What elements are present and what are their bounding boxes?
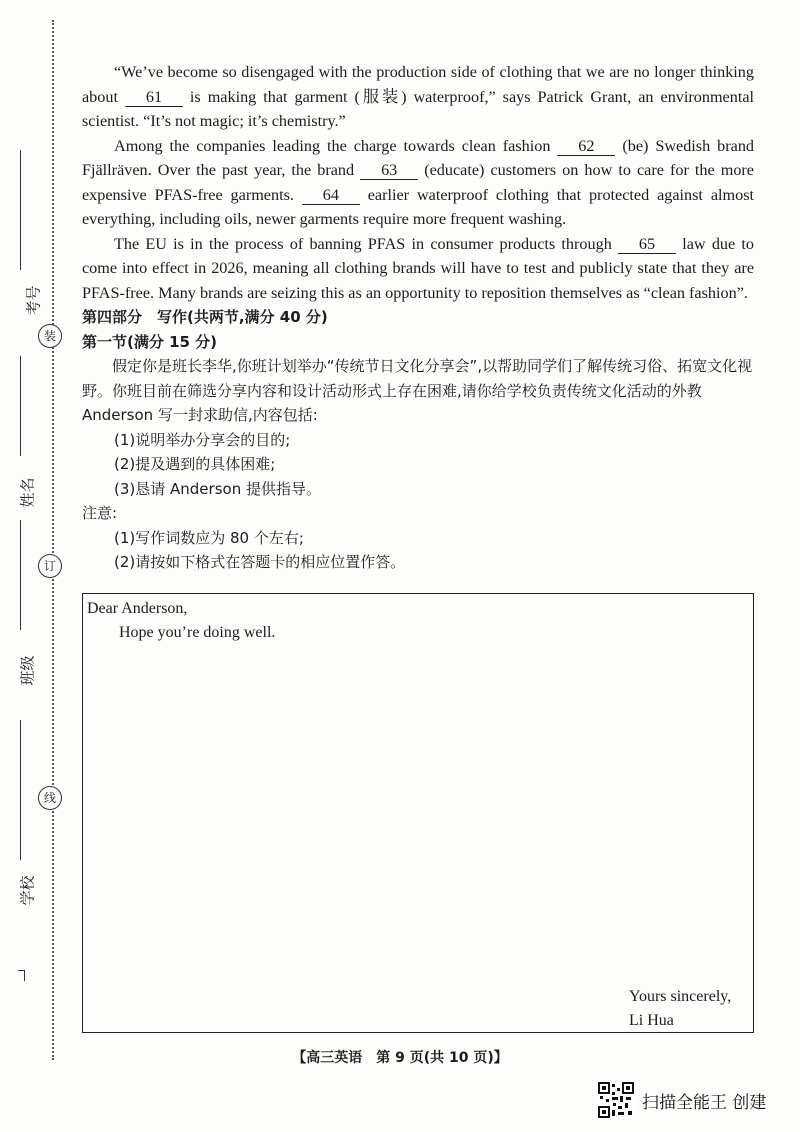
note-label: 注意: <box>82 504 118 522</box>
section-title: 第一节(满分 15 分) <box>82 332 218 351</box>
prompt-point-1: (1)说明举办分享会的目的; <box>114 430 291 449</box>
prompt-point-3: (3)恳请 Anderson 提供指导。 <box>114 479 321 498</box>
part-title: 第四部分 写作(共两节,满分 40 分) <box>82 308 328 326</box>
scanner-watermark <box>598 1080 766 1120</box>
exam-no-field <box>20 150 21 270</box>
school-field <box>20 720 21 860</box>
blank-63[interactable]: 63 <box>360 161 418 180</box>
paragraph-text: (be) Swedish brand Fjällräven. Over the past year, the brand <box>82 136 755 179</box>
name-field <box>20 356 21 456</box>
blank-64[interactable]: 64 <box>302 186 360 205</box>
blank-62[interactable]: 62 <box>557 137 615 156</box>
note-1: (1)写作词数应为 80 个左右; <box>114 528 304 547</box>
paragraph-text: “We’ve become so disengaged with the production side of clothing that we are no longer thinking about <box>82 63 754 106</box>
note-2: (2)请按如下格式在答题卡的相应位置作答。 <box>114 553 406 571</box>
qr-code-icon <box>598 1082 634 1118</box>
passage-paragraph-3 <box>82 232 754 306</box>
class-field <box>20 520 21 630</box>
paragraph-text: (educate) customers on how to care for the more expensive PFAS-free garments. <box>82 161 754 204</box>
school-label: 学校 <box>18 875 37 906</box>
page-content <box>82 60 754 575</box>
corner-tick <box>18 970 25 981</box>
letter-closing: Yours sincerely, <box>629 988 732 1005</box>
paragraph-text: law due to come into effect in 2026, meaning all clothing brands will have to test and publicly state that they are PFAS-free. Many brands are seizing this as an opportunity to reposition themselves as “clean fashion”. <box>82 234 754 302</box>
letter-answer-box[interactable] <box>82 593 754 1033</box>
prompt-point-2: (2)提及遇到的具体困难; <box>114 455 276 473</box>
name-label: 姓名 <box>18 477 37 508</box>
paragraph-text: is making that garment (服装) waterproof,” says Patrick Grant, an environmental scientist. “It’s not magic; it’s chemistry.” <box>82 87 755 130</box>
seal-mark-ding: 订 <box>38 554 62 578</box>
exam-no-label: 考号 <box>24 285 43 316</box>
letter-signature: Li Hua <box>629 1012 674 1029</box>
paragraph-text: earlier waterproof clothing that protected against almost everything, including oils, newer garments require more frequent washing. <box>82 185 754 228</box>
paragraph-text: Among the companies leading the charge towards clean fashion <box>114 136 558 155</box>
paragraph-text: The EU is in the process of banning PFAS in consumer products through <box>114 234 619 253</box>
seal-mark-xian: 线 <box>38 786 62 810</box>
passage-paragraph-2 <box>82 134 754 232</box>
binding-dotted-line <box>52 20 54 1060</box>
class-label: 班级 <box>18 655 37 686</box>
scanner-brand-text: 扫描全能王 创建 <box>642 1092 767 1113</box>
seal-mark-zhuang: 装 <box>38 324 62 348</box>
blank-65[interactable]: 65 <box>618 235 676 254</box>
passage-paragraph-1 <box>82 60 754 134</box>
letter-greeting: Dear Anderson, <box>87 600 188 617</box>
writing-prompt: 假定你是班长李华,你班计划举办“传统节日文化分享会”,以帮助同学们了解传统习俗、拓宽文化视野。你班目前在筛选分享内容和设计活动形式上存在困难,请你给学校负责传统文化活动的外教 Anderson 写一封求助信,内容包括: <box>82 357 753 424</box>
letter-opening: Hope you’re doing well. <box>119 624 276 641</box>
page-footer: 【高三英语 第 9 页(共 10 页)】 <box>292 1050 508 1066</box>
blank-61[interactable]: 61 <box>125 88 183 107</box>
